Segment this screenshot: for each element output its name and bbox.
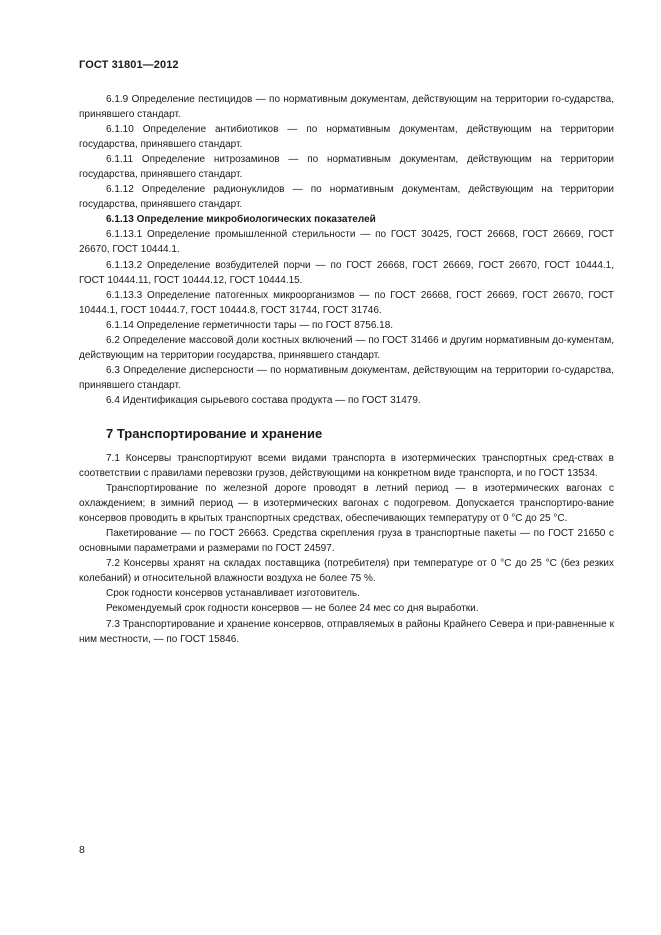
document-header: ГОСТ 31801—2012 xyxy=(79,59,179,71)
section-7-title: 7 Транспортирование и хранение xyxy=(106,425,323,441)
paragraph-6-1-13-2: 6.1.13.2 Определение возбудителей порчи — по ГОСТ 26668, ГОСТ 26669, ГОСТ 26670, ГОСТ 10444.1, ГОСТ 10444.11, ГОСТ 10444.12, ГОСТ 10444.15. xyxy=(79,259,614,286)
paragraph-7-1-rail: Транспортирование по железной дороге проводят в летний период — в изотермических вагонах с охлаждением; в зимний период — в изотермических вагонах с подогревом. Допускается транспортиро-вание консервов проводить в крытых транспортных средствах, обеспечивающих температуру от 0 °С до 25 °С. xyxy=(79,483,614,525)
paragraph-6-1-13-1: 6.1.13.1 Определение промышленной стерильности — по ГОСТ 30425, ГОСТ 26668, ГОСТ 26669, ГОСТ 26670, ГОСТ 10444.1. xyxy=(79,229,614,256)
document-body xyxy=(79,92,614,647)
paragraph-6-4: 6.4 Идентификация сырьевого состава продукта — по ГОСТ 31479. xyxy=(106,394,421,406)
paragraph-6-1-11: 6.1.11 Определение нитрозаминов — по нормативным документам, действующим на территории государства, принявшего стандарт. xyxy=(79,154,614,181)
paragraph-7-2-shelf-life: Срок годности консервов устанавливает изготовитель. xyxy=(106,588,360,600)
paragraph-7-2-recommended: Рекомендуемый срок годности консервов — не более 24 мес со дня выработки. xyxy=(106,603,479,615)
paragraph-7-2: 7.2 Консервы хранят на складах поставщика (потребителя) при температуре от 0 °С до 25 °С (без резких колебаний) и относительной влажности воздуха не более 75 %. xyxy=(79,558,614,585)
paragraph-6-2: 6.2 Определение массовой доли костных включений — по ГОСТ 31466 и другим нормативным до-кументам, действующим на территории государства, принявшего стандарт. xyxy=(79,334,614,361)
paragraph-7-3: 7.3 Транспортирование и хранение консервов, отправляемых в районы Крайнего Севера и при-равненные к ним местности, — по ГОСТ 15846. xyxy=(79,618,614,645)
paragraph-6-1-14: 6.1.14 Определение герметичности тары — по ГОСТ 8756.18. xyxy=(106,319,394,331)
paragraph-6-3: 6.3 Определение дисперсности — по нормативным документам, действующим на территории го-сударства, принявшего стандарт. xyxy=(79,364,614,391)
paragraph-6-1-12: 6.1.12 Определение радионуклидов — по нормативным документам, действующим на территории государства, принявшего стандарт. xyxy=(79,184,614,211)
paragraph-6-1-10: 6.1.10 Определение антибиотиков — по нормативным документам, действующим на территории государства, принявшего стандарт. xyxy=(79,124,614,151)
paragraph-7-1-packaging: Пакетирование — по ГОСТ 26663. Средства скрепления груза в транспортные пакеты — по ГОСТ 21650 с основными параметрами и размерами по ГОСТ 24597. xyxy=(79,528,614,555)
paragraph-7-1: 7.1 Консервы транспортируют всеми видами транспорта в изотермических транспортных сред-ствах в соответствии с правилами перевозки грузов, действующими на конкретном виде транспорта, и по ГОСТ 13534. xyxy=(79,452,614,480)
page-number: 8 xyxy=(79,844,85,856)
paragraph-6-1-9: 6.1.9 Определение пестицидов — по нормативным документам, действующим на территории го-сударства, принявшего стандарт. xyxy=(79,94,614,121)
subsection-heading-6-1-13: 6.1.13 Определение микробиологических показателей xyxy=(106,214,376,226)
paragraph-6-1-13-3: 6.1.13.3 Определение патогенных микроорганизмов — по ГОСТ 26668, ГОСТ 26669, ГОСТ 26670, ГОСТ 10444.1, ГОСТ 10444.7, ГОСТ 10444.8, ГОСТ 31744, ГОСТ 31746. xyxy=(79,289,614,316)
